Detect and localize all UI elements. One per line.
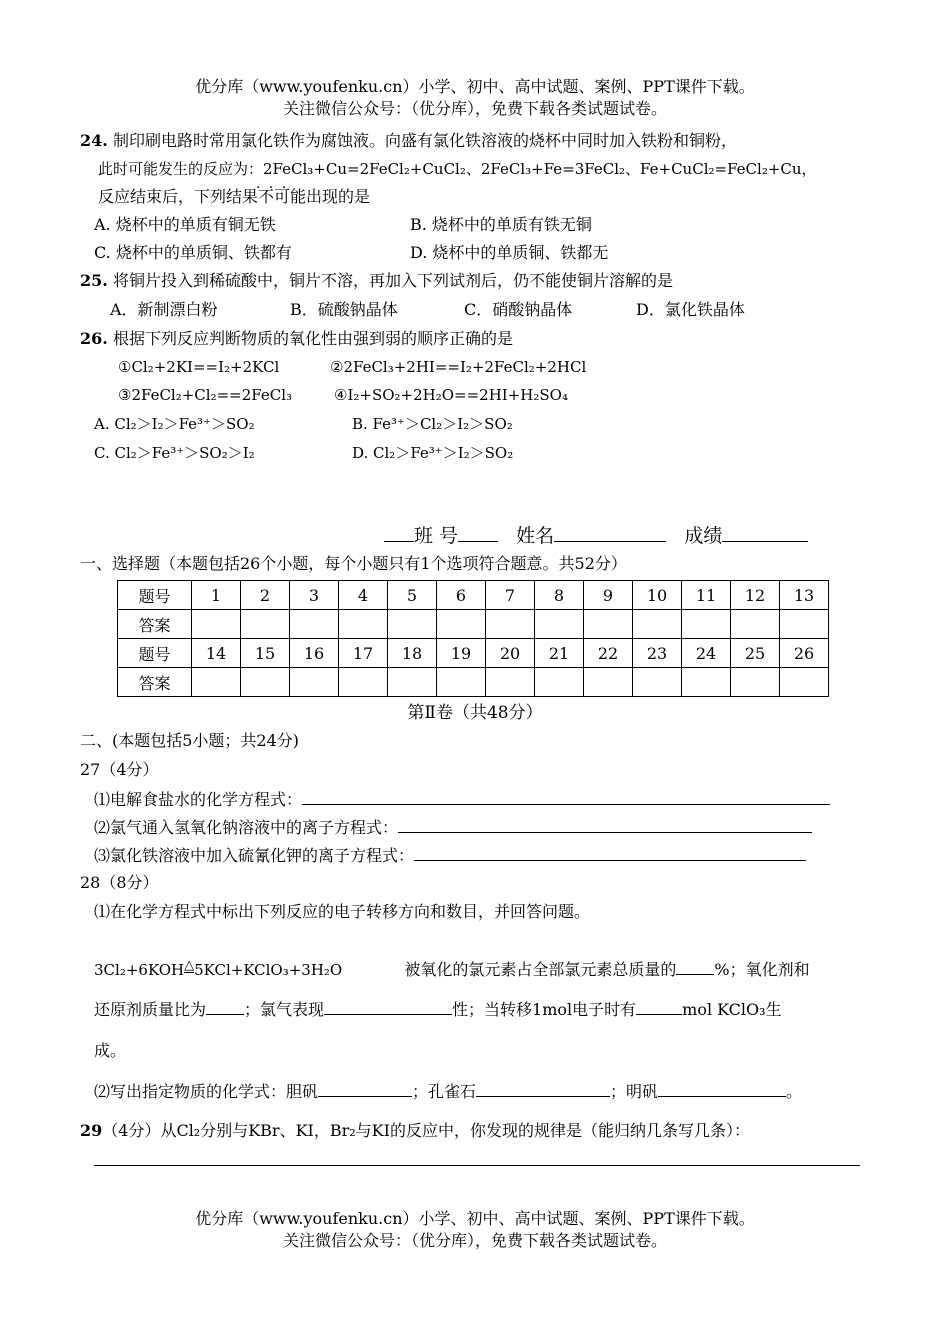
q26-reaction-4: ④I₂+SO₂+2H₂O==2HI+H₂SO₄ bbox=[334, 386, 568, 404]
table-cell-num: 16 bbox=[290, 639, 339, 668]
answer-cell[interactable] bbox=[241, 668, 290, 697]
header-line-2: 关注微信公众号：（优分库），免费下载各类试题试卷。 bbox=[282, 99, 667, 118]
answer-cell[interactable] bbox=[486, 610, 535, 639]
q28-text-1: 被氧化的氯元素占全部氯元素总质量的 bbox=[404, 960, 677, 979]
score-label: 成绩 bbox=[684, 525, 723, 547]
q28-part-2c: ；明矾 bbox=[610, 1082, 659, 1101]
name-label: 姓名 bbox=[516, 525, 555, 547]
q24-option-d: D. 烧杯中的单质铜、铁都无 bbox=[410, 243, 609, 262]
q24-option-b: B. 烧杯中的单质有铁无铜 bbox=[410, 215, 592, 234]
table-cell-num: 2 bbox=[241, 581, 290, 610]
answer-cell[interactable] bbox=[584, 610, 633, 639]
q27-part-2 bbox=[94, 816, 812, 839]
q27-part-3-label: ⑶氯化铁溶液中加入硫氰化钾的离子方程式： bbox=[94, 846, 415, 865]
table-cell-num: 3 bbox=[290, 581, 339, 610]
q28-equation-line bbox=[94, 958, 810, 981]
answer-cell[interactable] bbox=[780, 668, 829, 697]
q28-blue-vitriol-blank[interactable] bbox=[318, 1080, 412, 1097]
q28-part-2d: 。 bbox=[786, 1082, 803, 1101]
q28-percent-blank[interactable] bbox=[676, 958, 714, 975]
q26-reaction-3: ③2FeCl₂+Cl₂==2FeCl₃ bbox=[118, 386, 293, 404]
q25-option-c: C．硝酸钠晶体 bbox=[464, 300, 573, 319]
q28-line-2 bbox=[94, 998, 782, 1021]
answer-cell[interactable] bbox=[388, 668, 437, 697]
q27-part-1 bbox=[94, 788, 830, 811]
table-cell-num: 13 bbox=[780, 581, 829, 610]
table-cell-num: 23 bbox=[633, 639, 682, 668]
table-cell-num: 9 bbox=[584, 581, 633, 610]
table-cell-num: 26 bbox=[780, 639, 829, 668]
q26-reaction-2: ②2FeCl₃+2HI==I₂+2FeCl₂+2HCl bbox=[330, 358, 587, 376]
q24-stem-text-1: 制印刷电路时常用氯化铁作为腐蚀液。向盛有氯化铁溶液的烧杯中同时加入铁粉和铜粉， bbox=[112, 131, 737, 150]
class-number-blank-prefix[interactable] bbox=[384, 525, 414, 542]
q28-property-blank[interactable] bbox=[324, 998, 452, 1015]
table-cell-num: 4 bbox=[339, 581, 388, 610]
answer-cell[interactable] bbox=[437, 610, 486, 639]
q27-part-3 bbox=[94, 844, 806, 867]
q28-heading: 28（8分） bbox=[80, 873, 159, 892]
q28-equation: 3Cl₂+6KOH bbox=[94, 961, 185, 979]
q28-equation-products: 5KCl+KClO₃+3H₂O bbox=[194, 961, 343, 979]
section-2-title: 二、(本题包括5小题；共24分) bbox=[80, 731, 300, 750]
table-cell-num: 25 bbox=[731, 639, 780, 668]
q25-number: 25. bbox=[80, 271, 108, 290]
answer-cell[interactable] bbox=[290, 668, 339, 697]
answer-cell[interactable] bbox=[192, 668, 241, 697]
table-cell-num: 8 bbox=[535, 581, 584, 610]
answer-cell[interactable] bbox=[535, 668, 584, 697]
answer-cell[interactable] bbox=[290, 610, 339, 639]
q24-stem-3-pre: 反应结束后，下列结果 bbox=[98, 187, 259, 206]
table-cell-num: 14 bbox=[192, 639, 241, 668]
q28-text-2d: mol KClO₃生 bbox=[682, 1000, 782, 1019]
q28-alum-blank[interactable] bbox=[658, 1080, 786, 1097]
q28-part-2 bbox=[94, 1080, 802, 1103]
q28-text-2c: 性；当转移1mol电子时有 bbox=[452, 1000, 637, 1019]
q29-stem bbox=[80, 1120, 750, 1142]
table-cell-num: 19 bbox=[437, 639, 486, 668]
q28-text-1b: %；氧化剂和 bbox=[714, 960, 810, 979]
table-header-num: 题号 bbox=[118, 639, 192, 668]
footer-line-1: 优分库（www.youfenku.cn）小学、初中、高中试题、案例、PPT课件下载。 bbox=[195, 1209, 755, 1228]
table-cell-num: 6 bbox=[437, 581, 486, 610]
table-cell-num: 18 bbox=[388, 639, 437, 668]
q24-option-c: C. 烧杯中的单质铜、铁都有 bbox=[94, 243, 292, 262]
q28-part-2-label: ⑵写出指定物质的化学式：胆矾 bbox=[94, 1082, 319, 1101]
q24-stem-2: 此时可能发生的反应为：2FeCl₃+Cu=2FeCl₂+CuCl₂、2FeCl₃+Fe=3FeCl₂、Fe+CuCl₂=FeCl₂+Cu， bbox=[98, 160, 817, 178]
answer-cell[interactable] bbox=[437, 668, 486, 697]
q28-part-1: ⑴在化学方程式中标出下列反应的电子转移方向和数目，并回答问题。 bbox=[94, 902, 591, 921]
table-header-ans: 答案 bbox=[118, 668, 192, 697]
table-row bbox=[118, 639, 829, 668]
table-cell-num: 15 bbox=[241, 639, 290, 668]
answer-cell[interactable] bbox=[633, 668, 682, 697]
answer-cell[interactable] bbox=[339, 610, 388, 639]
q24-stem-1 bbox=[80, 130, 737, 152]
answer-cell[interactable] bbox=[682, 610, 731, 639]
q28-ratio-blank[interactable] bbox=[206, 998, 244, 1015]
answer-cell[interactable] bbox=[682, 668, 731, 697]
table-cell-num: 24 bbox=[682, 639, 731, 668]
q26-option-c: C. Cl₂＞Fe³⁺＞SO₂＞I₂ bbox=[94, 444, 255, 462]
q25-option-d: D．氯化铁晶体 bbox=[636, 300, 745, 319]
answer-cell[interactable] bbox=[486, 668, 535, 697]
class-number-blank[interactable] bbox=[458, 525, 498, 542]
q29-text: （4分）从Cl₂分别与KBr、KI，Br₂与KI的反应中，你发现的规律是（能归纳几条写几条）： bbox=[102, 1121, 750, 1140]
q27-part-2-blank[interactable] bbox=[398, 816, 812, 833]
q27-part-3-blank[interactable] bbox=[414, 844, 806, 861]
table-row bbox=[118, 581, 829, 610]
q29-number: 29 bbox=[80, 1121, 103, 1140]
class-label: 班 号 bbox=[414, 525, 459, 547]
q24-number: 24. bbox=[80, 131, 108, 150]
q29-answer-line[interactable] bbox=[94, 1165, 860, 1166]
q26-option-b: B. Fe³⁺＞Cl₂＞I₂＞SO₂ bbox=[352, 415, 513, 433]
q26-option-d: D. Cl₂＞Fe³⁺＞I₂＞SO₂ bbox=[352, 444, 514, 462]
table-row bbox=[118, 668, 829, 697]
table-cell-num: 21 bbox=[535, 639, 584, 668]
answer-cell[interactable] bbox=[780, 610, 829, 639]
q27-part-2-label: ⑵氯气通入氢氧化钠溶液中的离子方程式： bbox=[94, 818, 399, 837]
q25-option-a: A．新制漂白粉 bbox=[110, 300, 218, 319]
q26-option-a: A. Cl₂＞I₂＞Fe³⁺＞SO₂ bbox=[94, 415, 255, 433]
answer-cell[interactable] bbox=[731, 668, 780, 697]
q28-line-3: 成。 bbox=[94, 1041, 127, 1060]
q24-emphasis: 不可能 · · · bbox=[258, 187, 306, 206]
answer-cell[interactable] bbox=[241, 610, 290, 639]
answer-cell[interactable] bbox=[535, 610, 584, 639]
q24-option-a: A. 烧杯中的单质有铜无铁 bbox=[94, 215, 276, 234]
answer-cell[interactable] bbox=[633, 610, 682, 639]
q26-number: 26. bbox=[80, 329, 108, 348]
table-cell-num: 10 bbox=[633, 581, 682, 610]
q25-stem-text: 将铜片投入到稀硫酸中，铜片不溶，再加入下列试剂后，仍不能使铜片溶解的是 bbox=[112, 271, 673, 290]
q28-mol-blank[interactable] bbox=[636, 998, 682, 1015]
table-cell-num: 22 bbox=[584, 639, 633, 668]
table-cell-num: 11 bbox=[682, 581, 731, 610]
q24-stem-3-post: 出现的是 bbox=[306, 187, 371, 206]
answer-table bbox=[117, 580, 829, 697]
answer-cell[interactable] bbox=[339, 668, 388, 697]
part-2-title: 第Ⅱ卷（共48分） bbox=[407, 703, 543, 723]
score-blank[interactable] bbox=[722, 525, 808, 542]
answer-cell[interactable] bbox=[192, 610, 241, 639]
table-cell-num: 7 bbox=[486, 581, 535, 610]
q25-stem bbox=[80, 270, 673, 292]
q28-text-2a: 还原剂质量比为 bbox=[94, 1000, 207, 1019]
q28-malachite-blank[interactable] bbox=[476, 1080, 610, 1097]
answer-cell[interactable] bbox=[388, 610, 437, 639]
table-cell-num: 17 bbox=[339, 639, 388, 668]
q28-part-2b: ；孔雀石 bbox=[412, 1082, 477, 1101]
table-row bbox=[118, 610, 829, 639]
table-cell-num: 5 bbox=[388, 581, 437, 610]
table-header-ans: 答案 bbox=[118, 610, 192, 639]
table-cell-num: 12 bbox=[731, 581, 780, 610]
answer-cell[interactable] bbox=[584, 668, 633, 697]
footer-line-2: 关注微信公众号：（优分库），免费下载各类试题试卷。 bbox=[282, 1231, 667, 1250]
student-info bbox=[384, 525, 808, 547]
q28-text-2b: ；氯气表现 bbox=[244, 1000, 325, 1019]
table-header-num: 题号 bbox=[118, 581, 192, 610]
q26-stem-text: 根据下列反应判断物质的氧化性由强到弱的顺序正确的是 bbox=[112, 329, 513, 348]
q26-stem bbox=[80, 328, 513, 350]
name-blank[interactable] bbox=[554, 525, 666, 542]
q27-heading: 27（4分） bbox=[80, 760, 159, 779]
answer-cell[interactable] bbox=[731, 610, 780, 639]
table-cell-num: 1 bbox=[192, 581, 241, 610]
q27-part-1-blank[interactable] bbox=[302, 788, 830, 805]
q25-option-b: B．硫酸钠晶体 bbox=[290, 300, 398, 319]
q28-heat-icon: △ bbox=[184, 958, 195, 973]
q24-stem-3 bbox=[98, 186, 370, 208]
section-1-title: 一、选择题（本题包括26个小题，每个小题只有1个选项符合题意。共52分） bbox=[80, 554, 627, 573]
header-line-1: 优分库（www.youfenku.cn）小学、初中、高中试题、案例、PPT课件下载。 bbox=[195, 77, 755, 96]
table-cell-num: 20 bbox=[486, 639, 535, 668]
q27-part-1-label: ⑴电解食盐水的化学方程式： bbox=[94, 790, 303, 809]
q26-reaction-1: ①Cl₂+2KI==I₂+2KCl bbox=[118, 358, 280, 376]
